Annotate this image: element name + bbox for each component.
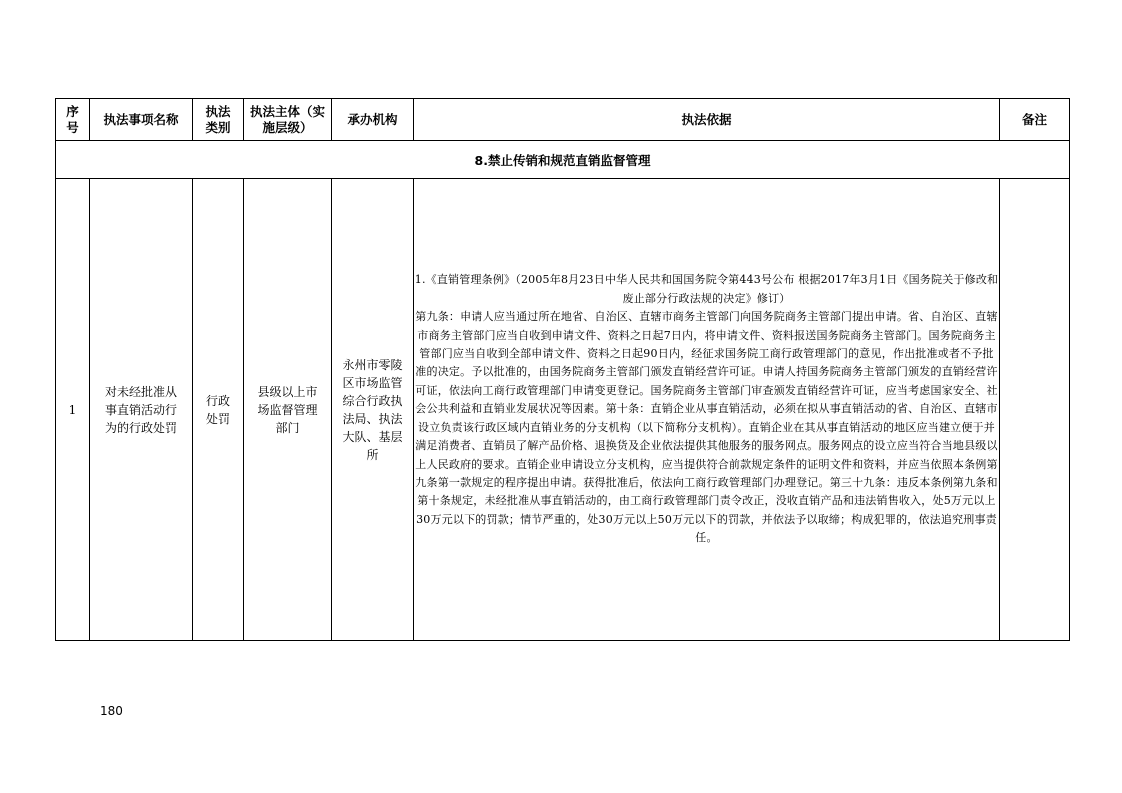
header-remark: 备注 [1000, 99, 1070, 141]
section-title: 8.禁止传销和规范直销监督管理 [56, 141, 1070, 179]
basis-text: 第九条：申请人应当通过所在地省、自治区、直辖市商务主管部门向国务院商务主管部门提出申请。省、自治区、直辖市商务主管部门应当自收到申请文件、资料之日起7日内，将申请文件、资料报送国务院商务主管部门。国务院商务主管部门应当自收到全部申请文件、资料之日起90日内，经征求国务院工商行政管理部门的意见，作出批准或者不予批准的决定。予以批准的，由国务院商务主管部门颁发直销经营许可证。申请人持国务院商务主管部门颁发的直销经营许可证，依法向工商行政管理部门申请变更登记。国务院商务主管部门审查颁发直销经营许可证，应当考虑国家安全、社会公共利益和直销业发展状况等因素。第十条：直销企业从事直销活动，必须在拟从事直销活动的省、自治区、直辖市设立负责该行政区域内直销业务的分支机构（以下简称分支机构）。直销企业在其从事直销活动的地区应当建立便于并满足消费者、直销员了解产品价格、退换货及企业依法提供其他服务的服务网点。服务网点的设立应当符合当地县级以上人民政府的要求。直销企业申请设立分支机构，应当提供符合前款规定条件的证明文件和资料，并应当依照本条例第九条第一款规定的程序提出申请。获得批准后，依法向工商行政管理部门办理登记。第三十九条：违反本条例第九条和第十条规定，未经批准从事直销活动的，由工商行政管理部门责令改正，没收直销产品和违法销售收入，处5万元以上30万元以下的罚款；情节严重的，处30万元以上50万元以下的罚款，并依法予以取缔；构成犯罪的，依法追究刑事责任。 [415, 310, 998, 545]
table-header-row [56, 99, 1070, 141]
table-row [56, 179, 1070, 641]
row-category: 行政处罚 [193, 179, 244, 641]
header-item-name: 执法事项名称 [90, 99, 193, 141]
row-subject: 县级以上市场监督管理部门 [244, 179, 332, 641]
page-number: 180 [100, 704, 123, 718]
section-row [56, 141, 1070, 179]
header-seq: 序号 [56, 99, 90, 141]
row-seq: 1 [56, 179, 90, 641]
header-agency: 承办机构 [332, 99, 414, 141]
header-subject: 执法主体（实施层级） [244, 99, 332, 141]
row-basis [414, 179, 1000, 641]
basis-title: 1.《直销管理条例》（2005年8月23日中华人民共和国国务院令第443号公布 根据2017年3月1日《国务院关于修改和废止部分行政法规的决定》修订） [414, 273, 999, 305]
row-remark [1000, 179, 1070, 641]
header-category: 执法类别 [193, 99, 244, 141]
row-item-name: 对未经批准从事直销活动行为的行政处罚 [90, 179, 193, 641]
header-basis: 执法依据 [414, 99, 1000, 141]
row-agency: 永州市零陵区市场监管综合行政执法局、执法大队、基层所 [332, 179, 414, 641]
enforcement-table [55, 98, 1070, 641]
